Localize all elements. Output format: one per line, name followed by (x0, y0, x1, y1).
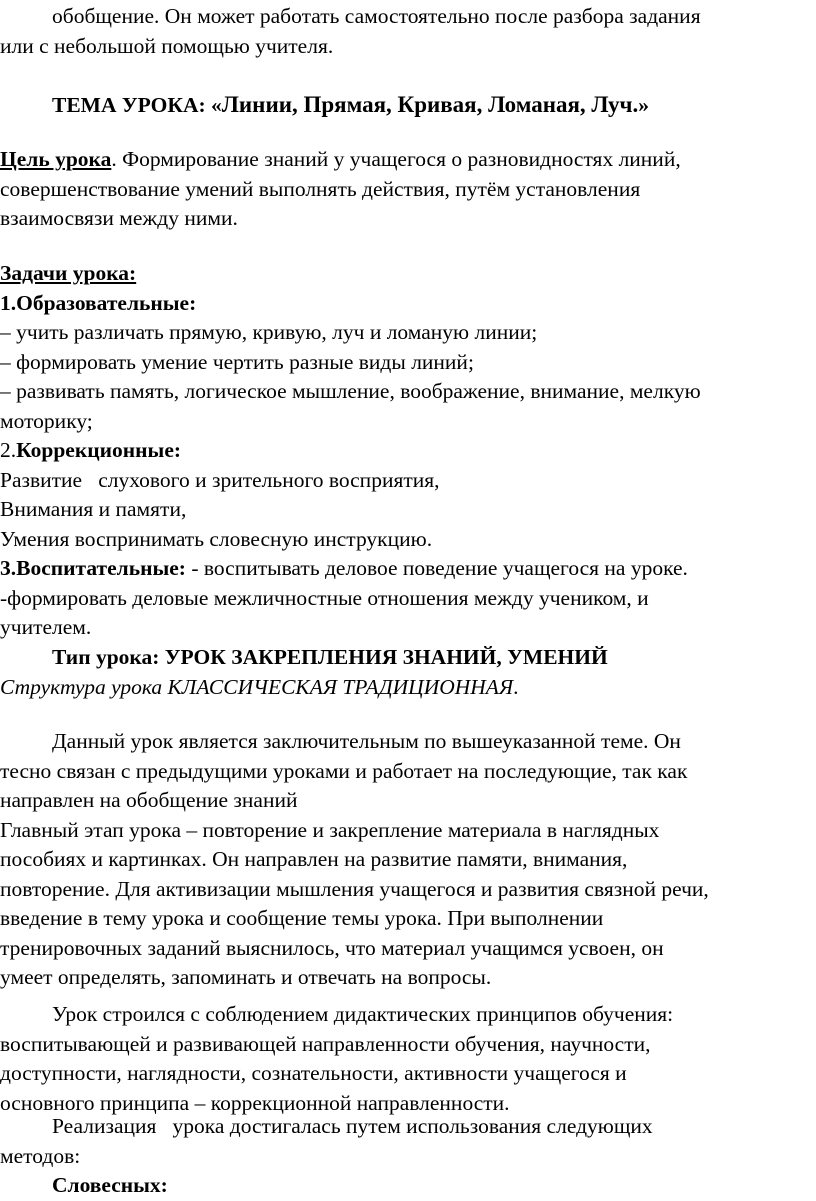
educational-heading: 1.Образовательные: (0, 290, 197, 315)
correctional-heading-line (0, 436, 812, 466)
text-line: направлен на обобщение знаний (0, 788, 298, 812)
methods-paragraph (0, 1112, 812, 1201)
text-line: тренировочных заданий выяснилось, что материал учащимся усвоен, он (0, 935, 664, 960)
text-line: повторение. Для активизации мышления учащегося и развития связной речи, (0, 876, 709, 901)
goal-label: Цель урока (0, 147, 112, 171)
methods-heading: Словесных: (52, 1173, 168, 1197)
upbringing-text: - воспитывать деловое поведение учащегося на уроке. (185, 556, 688, 580)
text-line: совершенствование умений выполнять действия, путём установления (0, 176, 641, 201)
text-line: Реализация урока достигалась путем использования следующих (52, 1114, 653, 1138)
text-line: пособиях и картинках. Он направлен на развитие памяти, внимания, (0, 847, 628, 871)
upbringing-heading: 3.Воспитательные: (0, 556, 186, 580)
educational-item: – развивать память, логическое мышление, воображение, внимание, мелкую (0, 379, 701, 403)
text-line: Урок строился с соблюдением дидактических принципов обучения: (52, 1002, 674, 1026)
text-line: тесно связан с предыдущими уроками и работает на последующие, так как (0, 758, 688, 783)
goal-line (0, 145, 812, 175)
upbringing-line (0, 554, 812, 584)
lesson-structure: Структура урока КЛАССИЧЕСКАЯ ТРАДИЦИОННАЯ (0, 674, 514, 699)
text-line: Главный этап урока – повторение и закрепление материала в наглядных (0, 817, 660, 842)
correctional-item: Внимания и памяти, (0, 497, 187, 521)
summary-paragraph (0, 727, 812, 993)
text-line: -формировать деловые межличностные отношения между учеником, и (0, 585, 649, 610)
text-line: учителем. (0, 615, 92, 639)
text-line: доступности, наглядности, сознательности, активности учащегося и (0, 1061, 627, 1085)
educational-item: – учить различать прямую, кривую, луч и ломаную линии; (0, 320, 538, 344)
correctional-heading: Коррекционные: (16, 438, 182, 462)
text-line: или с небольшой помощью учителя. (0, 33, 334, 58)
tasks-heading: Задачи урока: (0, 261, 137, 285)
principles-paragraph (0, 1000, 812, 1118)
lesson-structure-line (0, 673, 812, 703)
lesson-type-text: Тип урока: УРОК ЗАКРЕПЛЕНИЯ ЗНАНИЙ, УМЕНИЙ (52, 645, 608, 669)
text-line: методов: (0, 1143, 81, 1168)
correctional-number: 2. (0, 438, 17, 462)
text-line: основного принципа – коррекционной направленности. (0, 1090, 510, 1115)
text-line: введение в тему урока и сообщение темы урока. При выполнении (0, 906, 604, 930)
intro-paragraph (0, 2, 812, 61)
topic-close: » (638, 93, 649, 117)
text-line: воспитывающей и развивающей направленности обучения, научности, (0, 1031, 651, 1056)
topic-label: ТЕМА УРОКА: « (52, 93, 222, 117)
text-line: умеет определять, запоминать и отвечать на вопросы. (0, 965, 492, 989)
text-line: обобщение. Он может работать самостоятельно после разбора задания (52, 4, 701, 28)
lesson-structure-end: . (513, 674, 519, 699)
lesson-goal (0, 145, 812, 234)
topic-title: Линии, Прямая, Кривая, Ломаная, Луч. (221, 92, 639, 117)
text-line: Данный урок является заключительным по вышеуказанной теме. Он (52, 729, 681, 753)
lesson-topic-heading (0, 90, 812, 121)
lesson-tasks (0, 259, 812, 643)
goal-text: . Формирование знаний у учащегося о разновидностях линий, (111, 147, 681, 171)
educational-item: – формировать умение чертить разные виды линий; (0, 349, 474, 374)
text-line: взаимосвязи между ними. (0, 206, 238, 230)
correctional-item: Развитие слухового и зрительного восприятия, (0, 467, 440, 492)
topic-line (0, 90, 812, 121)
correctional-item: Умения воспринимать словесную инструкцию. (0, 526, 433, 551)
educational-item: моторику; (0, 408, 93, 433)
lesson-type (0, 643, 812, 702)
